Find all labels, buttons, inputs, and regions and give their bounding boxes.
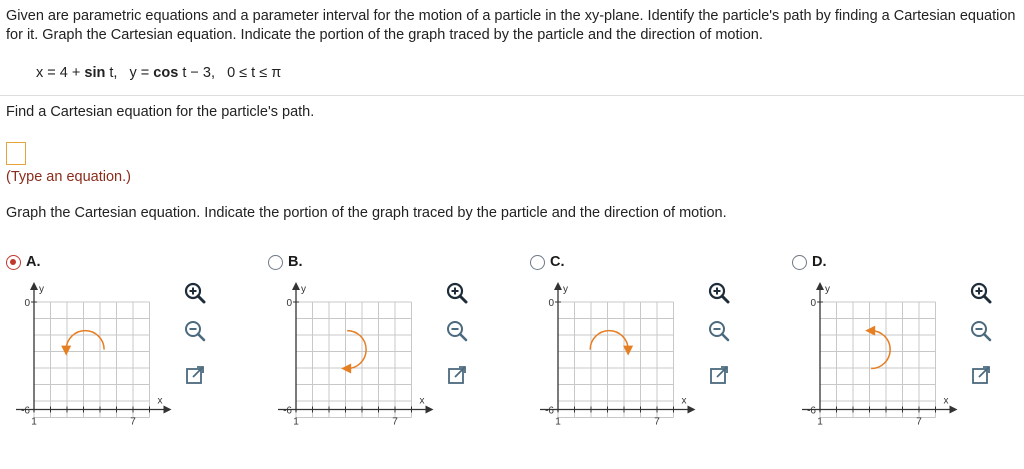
direction-arrow: [61, 346, 71, 356]
enlarge-icon[interactable]: [970, 364, 998, 392]
y-tick-bottom: -6: [21, 405, 30, 417]
divider: [0, 95, 1024, 96]
enlarge-icon[interactable]: [446, 364, 474, 392]
part1-prompt: Find a Cartesian equation for the particle's path.: [6, 104, 315, 120]
choice-label: A.: [26, 254, 41, 270]
x-tick-right: 7: [654, 416, 660, 428]
y-tick-top: 0: [810, 298, 816, 309]
radio-c[interactable]: [530, 255, 545, 270]
graph-a: [0, 280, 186, 462]
enlarge-icon[interactable]: [708, 364, 736, 392]
curve: [347, 331, 366, 369]
choice-a[interactable]: [6, 252, 266, 462]
y-axis-label: y: [825, 284, 830, 295]
zoom-in-icon[interactable]: [184, 282, 212, 310]
choice-b[interactable]: [268, 252, 528, 462]
y-tick-bottom: -6: [283, 405, 292, 417]
choice-label: B.: [288, 254, 303, 270]
zoom-in-icon[interactable]: [970, 282, 998, 310]
answer-hint: (Type an equation.): [6, 169, 131, 185]
choice-label: D.: [812, 254, 827, 270]
enlarge-icon[interactable]: [184, 364, 212, 392]
y-tick-top: 0: [24, 298, 30, 309]
question-text: Given are parametric equations and a parameter interval for the motion of a particle in the xy-plane. Identify the particle's path by finding a Cartesian equation for it. Graph the Cartesian equation. Indicate the portion of the graph traced by the particle and the direction of motion.: [6, 8, 1016, 43]
zoom-in-icon[interactable]: [446, 282, 474, 310]
y-tick-top: 0: [286, 298, 292, 309]
x-axis-label: x: [681, 395, 687, 407]
direction-arrow: [865, 326, 875, 336]
y-tick-bottom: -6: [545, 405, 554, 417]
graph-b: [258, 280, 448, 462]
curve: [871, 331, 890, 369]
zoom-in-icon[interactable]: [708, 282, 736, 310]
parametric-equations: x = 4 + sin t, y = cos t − 3, 0 ≤ t ≤ π: [36, 65, 282, 81]
part2-prompt: Graph the Cartesian equation. Indicate the portion of the graph traced by the particle and the direction of motion.: [6, 205, 727, 221]
radio-a[interactable]: [6, 255, 21, 270]
equation-answer-input[interactable]: [6, 142, 26, 165]
x-tick-left: 1: [817, 416, 823, 428]
y-axis-label: y: [301, 284, 306, 295]
x-tick-right: 7: [130, 416, 136, 428]
x-tick-left: 1: [293, 416, 299, 428]
radio-d[interactable]: [792, 255, 807, 270]
zoom-out-icon[interactable]: [970, 320, 998, 348]
choice-c[interactable]: [530, 252, 790, 462]
choice-label: C.: [550, 254, 565, 270]
x-tick-left: 1: [31, 416, 37, 428]
choice-d[interactable]: [792, 252, 1024, 462]
y-tick-bottom: -6: [807, 405, 816, 417]
x-tick-left: 1: [555, 416, 561, 428]
y-axis-label: y: [563, 284, 568, 295]
x-tick-right: 7: [392, 416, 398, 428]
zoom-out-icon[interactable]: [446, 320, 474, 348]
y-axis-label: y: [39, 284, 44, 295]
x-axis-label: x: [157, 395, 163, 407]
graph-c: [520, 280, 710, 462]
zoom-out-icon[interactable]: [184, 320, 212, 348]
curve: [66, 331, 104, 350]
x-axis-label: x: [943, 395, 949, 407]
direction-arrow: [341, 364, 351, 374]
graph-d: [782, 280, 972, 462]
zoom-out-icon[interactable]: [708, 320, 736, 348]
curve: [590, 331, 628, 350]
direction-arrow: [623, 346, 633, 356]
y-tick-top: 0: [548, 298, 554, 309]
radio-b[interactable]: [268, 255, 283, 270]
x-tick-right: 7: [916, 416, 922, 428]
x-axis-label: x: [419, 395, 425, 407]
